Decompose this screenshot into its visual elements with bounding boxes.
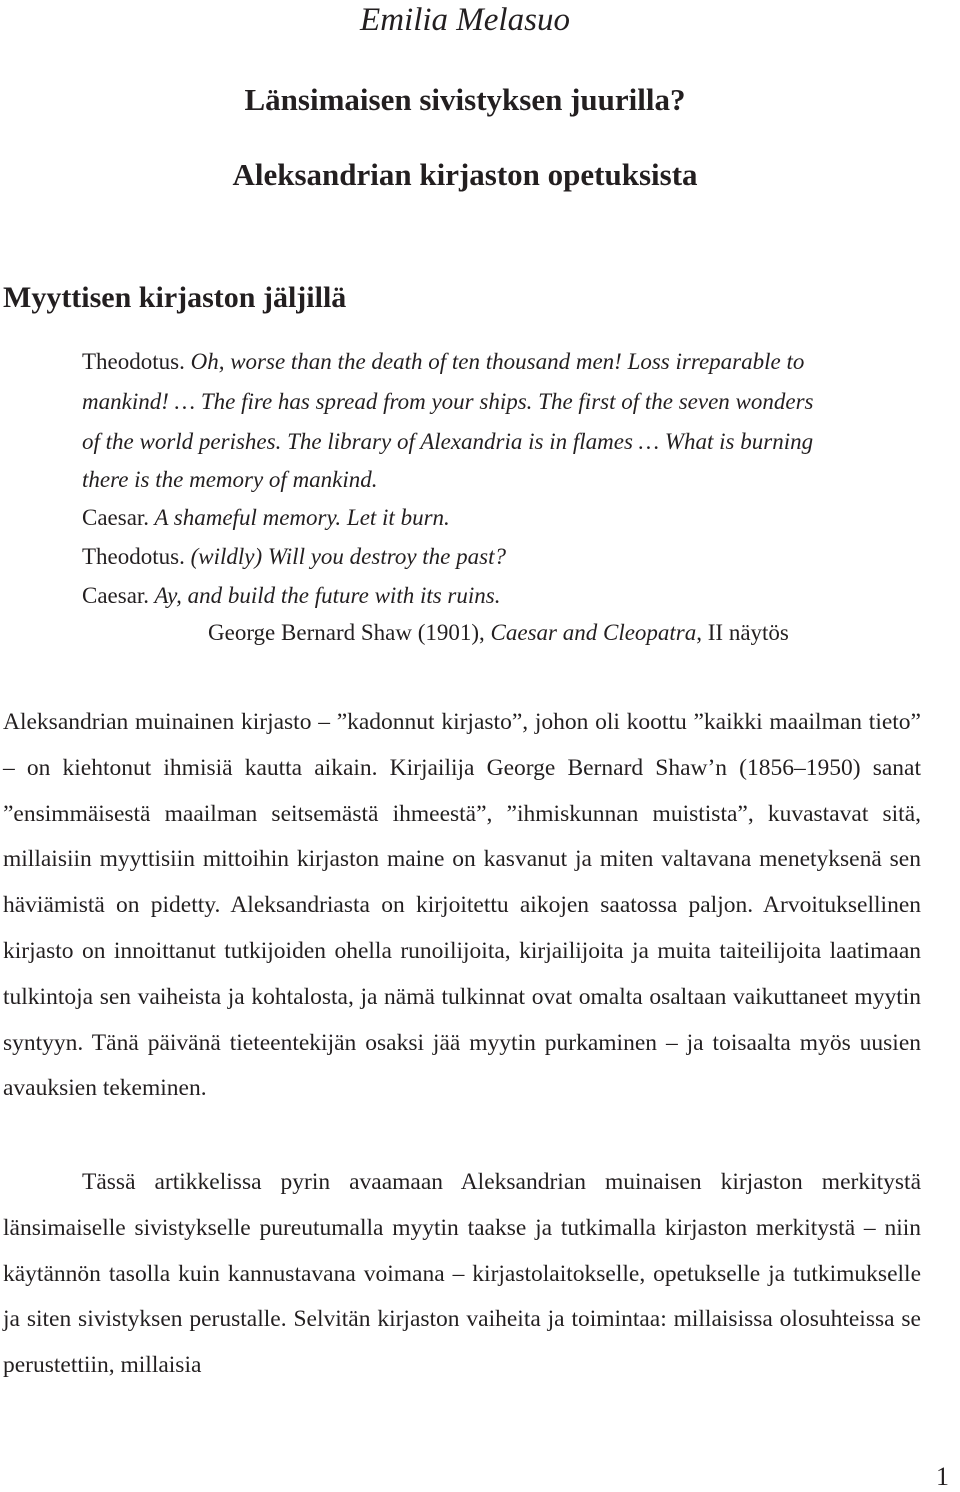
quote-line [82, 462, 882, 497]
quote-line [82, 578, 882, 613]
quote-citation [208, 615, 789, 650]
body-paragraph-2: Tässä artikkelissa pyrin avaamaan Aleksandrian muinaisen kirjaston merkitystä länsimaiselle sivistykselle pureutumalla myytin taakse ja tutkimalla kirjaston merkitystä – niin käytännön tasolla kuin kannustavana voimana – kirjastolaitokselle, opetukselle ja tutkimukselle ja siten sivistyksen perustalle. Selvitän kirjaston vaiheita ja toimintaa: millaisissa olosuhteissa se perustettiin, millaisia [3, 1169, 921, 1379]
body-paragraph-1: Aleksandrian muinainen kirjasto – ”kadonnut kirjasto”, johon oli koottu ”kaikki maailman tieto” – on kiehtonut ihmisiä kautta aikain. Kirjailija George Bernard Shaw’n (1856–1950) sanat ”ensimmäisestä maailman seitsemästä ihmeestä”, ”ihmiskunnan muistista”, kuvastavat sitä, millaisiin myyttisiin mittoihin kirjaston maine on kasvanut ja miten valtavana menetyksenä sen häviämistä on pidetty. Aleksandriasta on kirjoitettu aikojen saatossa paljon. Arvoituksellinen kirjasto on innoittanut tutkijoiden ohella runoilijoita, kirjailijoita ja muita taiteilijoita laatimaan tulkintoja sen vaiheista ja kohtalosta, ja nämä tulkinnat ovat omalta osaltaan vaikuttaneet myytin syntyyn. Tänä päivänä tieteentekijän osaksi jää myytin purkaminen – ja toisaalta myös uusien avauksien tekeminen. [3, 709, 921, 1102]
quote-text: mankind! … The fire has spread from your ships. The first of the seven wonders [82, 389, 814, 414]
quote-text: there is the memory of mankind. [82, 467, 378, 492]
author-name: Emilia Melasuo [360, 2, 570, 38]
quote-speaker: Theodotus. [82, 544, 185, 569]
citation-act: , II näytös [696, 620, 789, 645]
citation-work: Caesar and Cleopatra [490, 620, 697, 645]
quote-line [82, 424, 882, 459]
quote-text: Oh, worse than the death of ten thousand men! Loss irreparable to [184, 349, 805, 374]
quote-line [82, 539, 882, 574]
quote-line [82, 344, 882, 379]
quote-speaker: Theodotus. [82, 349, 185, 374]
section-heading: Myyttisen kirjaston jäljillä [3, 281, 347, 314]
quote-speaker: Caesar. [82, 583, 150, 608]
quote-text: Ay, and build the future with its ruins. [149, 583, 501, 608]
quote-line [82, 384, 882, 419]
page-number: 1 [936, 1462, 949, 1491]
quote-line [82, 500, 882, 535]
citation-author: George Bernard Shaw (1901), [208, 620, 491, 645]
article-title-line-2: Aleksandrian kirjaston opetuksista [232, 157, 698, 192]
quote-text: (wildly) Will you destroy the past? [184, 544, 506, 569]
quote-text: A shameful memory. Let it burn. [149, 505, 450, 530]
article-title-line-1: Länsimaisen sivistyksen juurilla? [244, 82, 686, 117]
quote-speaker: Caesar. [82, 505, 150, 530]
quote-text: of the world perishes. The library of Alexandria is in flames … What is burning [82, 429, 814, 454]
